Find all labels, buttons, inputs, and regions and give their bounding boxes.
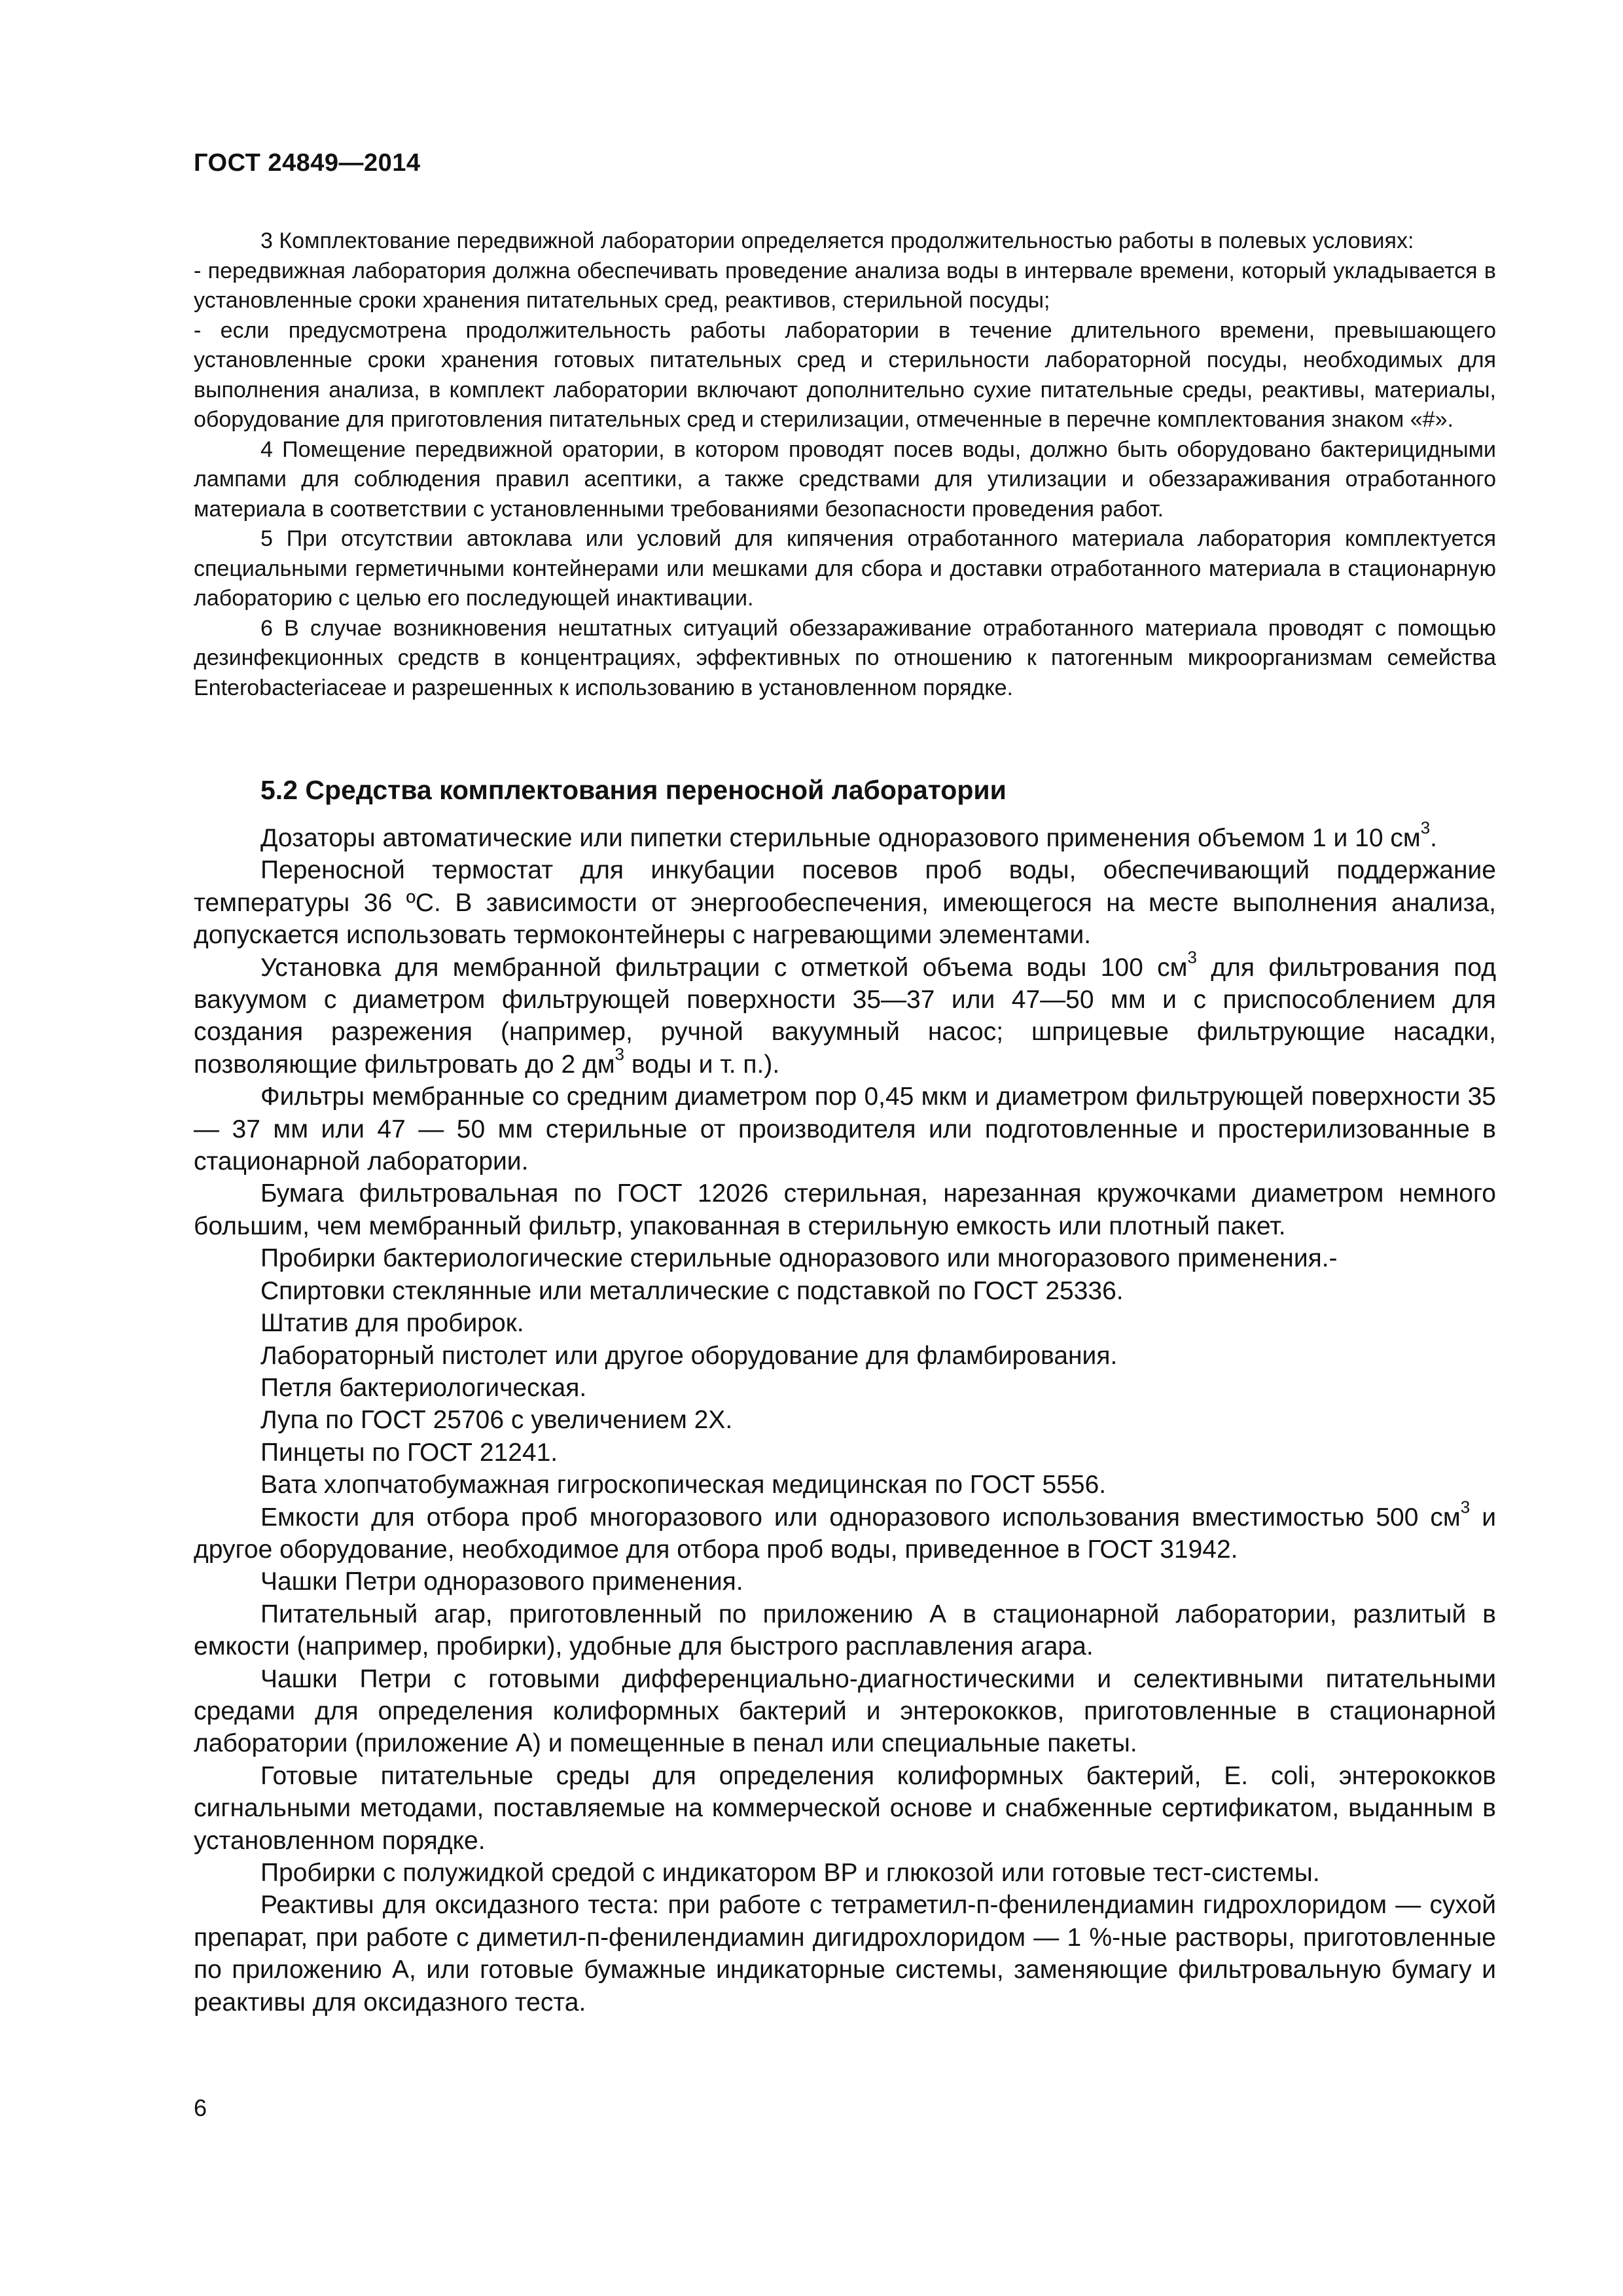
item-magnifier: Лупа по ГОСТ 25706 с увеличением 2Х. [260,1406,733,1435]
item-ready-media: Готовые питательные среды для определения колиформных бактерий, E. coli, энтерококков сигнальными методами, поставляемые на коммерческой основе и снабженные сертификатом, выданным в установленном порядке. [194,1761,1496,1855]
item-cotton: Вата хлопчатобумажная гигроскопическая медицинская по ГОСТ 5556. [260,1471,1107,1499]
item-containers-text-2: и другое оборудование, необходимое для отбора проб воды, приведенное в ГОСТ 31942. [194,1503,1496,1564]
item-filtration-text-2: для фильтрования под вакуумом с диаметром фильтрующей поверхности 35—37 или 47—50 мм и с приспособлением для создания разрежения (например, ручной вакуумный насос; шприцевые фильтрующие насадки, позволяющие фильтровать до 2 дм [194,953,1496,1079]
document-code-header: ГОСТ 24849—2014 [194,149,421,177]
item-tweezers: Пинцеты по ГОСТ 21241. [260,1438,558,1467]
item-loop: Петля бактериологическая. [260,1373,587,1402]
item-containers-text-1: Емкости для отбора проб многоразового или одноразового использования вместимостью 500 см [260,1503,1461,1532]
section-title: 5.2 Средства комплектования переносной лаборатории [260,775,1007,805]
item-agar: Питательный агар, приготовленный по приложению А в стационарной лаборатории, разлитый в емкости (например, пробирки), удобные для быстрого расплавления агара. [194,1600,1496,1661]
superscript-3: 3 [615,1044,625,1064]
item-dosers-text: Дозаторы автоматические или пипетки стерильные одноразового применения объемом 1 и 10 см [260,824,1421,852]
note-5: 5 При отсутствии автоклава или условий для кипячения отработанного материала лаборатория комплектуется специальными герметичными контейнерами или мешками для сбора и доставки отработанного материала в стационарную лабораторию с целью его последующей инактивации. [194,526,1496,611]
item-paper: Бумага фильтровальная по ГОСТ 12026 стерильная, нарезанная кружочками диаметром немного большим, чем мембранный фильтр, упакованная в стерильную емкость или плотный пакет. [194,1179,1496,1240]
note-4: 4 Помещение передвижной оратории, в котором проводят посев воды, должно быть оборудовано бактерицидными лампами для соблюдения правил асептики, а также средствами для утилизации и обеззараживания отработанного материала в соответствии с установленными требованиями безопасности проведения работ. [194,437,1496,522]
item-filters: Фильтры мембранные со средним диаметром пор 0,45 мкм и диаметром фильтрующей поверхности 35 — 37 мм или 47 — 50 мм стерильные от производителя или подготовленные и простерилизованные в стационарной лаборатории. [194,1083,1496,1176]
superscript-3: 3 [1187,947,1197,967]
note-3: 3 Комплектование передвижной лаборатории определяется продолжительностью работы в полевых условиях: [260,228,1414,253]
note-6: 6 В случае возникновения нештатных ситуаций обеззараживание отработанного материала проводят с помощью дезинфекционных средств в концентрациях, эффективных по отношению к патогенным микроорганизмам семейства Enterobacteriaceae и разрешенных к использованию в установленном порядке. [194,615,1496,700]
note-3-bullet-1: - передвижная лаборатория должна обеспечивать проведение анализа воды в интервале времени, который укладывается в установленные сроки хранения питательных сред, реактивов, стерильной посуды; [194,258,1496,313]
item-dosers-end: . [1430,824,1438,852]
item-dosers [194,817,1496,854]
notes-block [194,226,1496,703]
note-3-bullet-2: - если предусмотрена продолжительность работы лаборатории в течение длительного времени, превышающего установленные сроки хранения готовых питательных сред и стерильности лабораторной посуды, необходимых для выполнения анализа, в комплект лаборатории включают дополнительно сухие питательные среды, реактивы, материалы, оборудование для приготовления питательных сред и стерилизации, отмеченные в перечне комплектования знаком «#». [194,317,1496,432]
item-containers [194,1497,1496,1566]
item-filtration [194,947,1496,1081]
item-rack: Штатив для пробирок. [260,1309,524,1338]
item-tubes: Пробирки бактериологические стерильные одноразового или многоразового применения.- [260,1244,1338,1273]
item-oxidase: Реактивы для оксидазного теста: при работе с тетраметил-п-фенилендиамин гидрохлоридом — сухой препарат, при работе с диметил-п-фенилендиамин дигидрохлоридом — 1 %-ные растворы, приготовленные по приложению А, или готовые бумажные индикаторные системы, заменяющие фильтровальную бумагу и реактивы для оксидазного теста. [194,1891,1496,2017]
item-petri: Чашки Петри одноразового применения. [260,1568,743,1596]
item-semi-liquid: Пробирки с полужидкой средой с индикатором ВР и глюкозой или готовые тест-системы. [260,1859,1320,1887]
equipment-list [194,817,1496,2018]
item-filtration-text-3: воды и т. п.). [624,1050,780,1079]
item-filtration-text-1: Установка для мембранной фильтрации с отметкой объема воды 100 см [260,953,1188,982]
item-petri-media: Чашки Петри с готовыми дифференциально-диагностическими и селективными питательными средами для определения колиформных бактерий и энтерококков, приготовленные в стационарной лаборатории (приложение А) и помещенные в пенал или специальные пакеты. [194,1664,1496,1758]
item-pistol: Лабораторный пистолет или другое оборудование для фламбирования. [260,1341,1118,1370]
item-burners: Спиртовки стеклянные или металлические с подставкой по ГОСТ 25336. [260,1276,1124,1305]
item-thermostat: Переносной термостат для инкубации посевов проб воды, обеспечивающий поддержание температуры 36 ºС. В зависимости от энергообеспечения, имеющегося на месте выполнения анализа, допускается использовать термоконтейнеры с нагревающими элементами. [194,856,1496,950]
page-number: 6 [194,2094,207,2121]
superscript-3: 3 [1420,817,1431,838]
superscript-3: 3 [1460,1497,1471,1517]
